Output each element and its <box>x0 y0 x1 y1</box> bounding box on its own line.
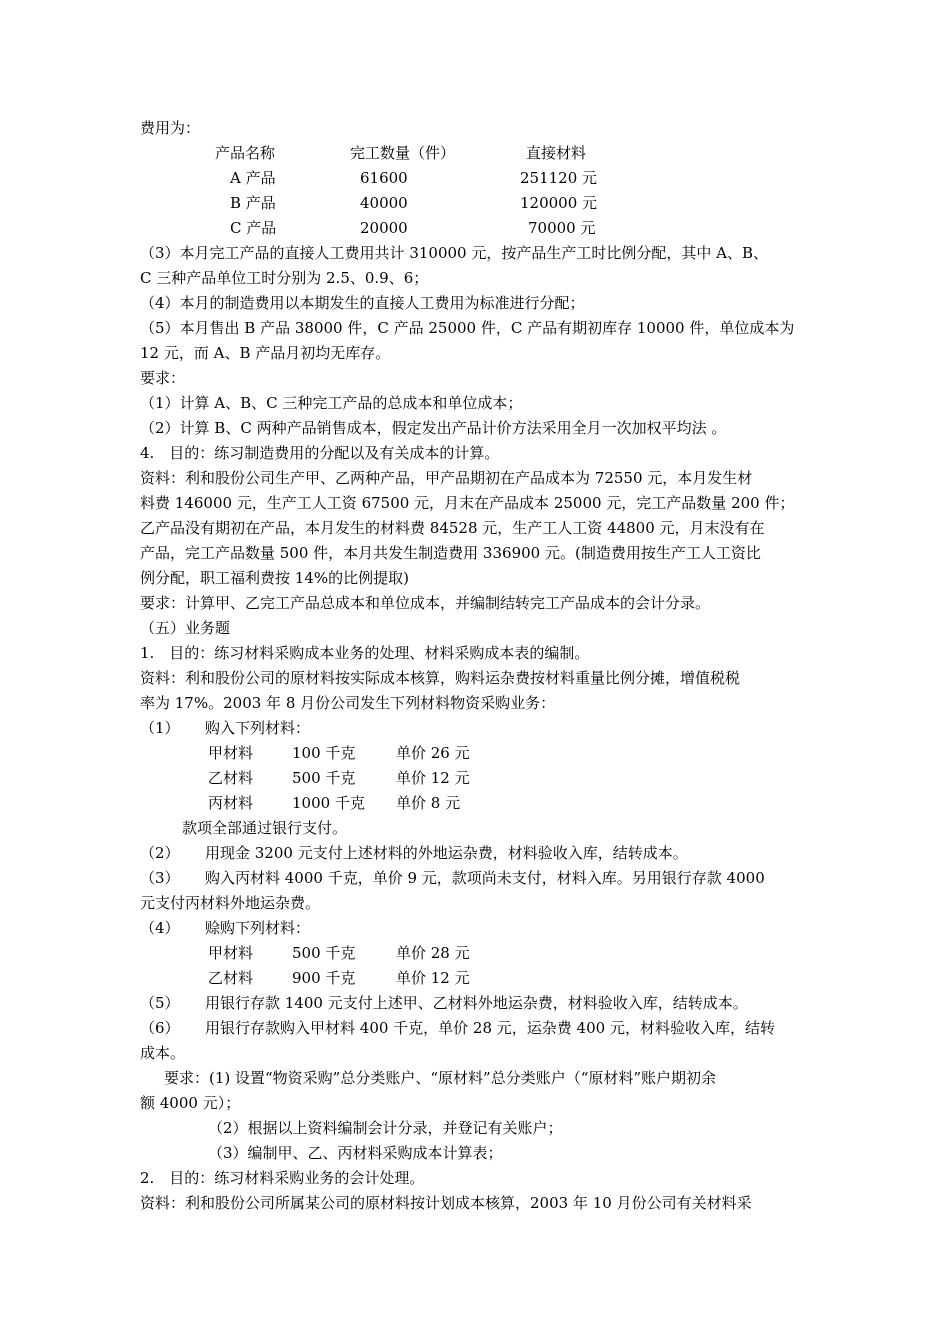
paragraph-line: 料费 146000 元，生产工人工资 67500 元，月末在产品成本 25000 元，完工产品数量 200 件； <box>140 494 795 512</box>
material-name: 丙材料 <box>208 794 254 812</box>
table1-header-qty: 完工数量（件） <box>350 144 456 162</box>
material-name: 甲材料 <box>208 944 254 962</box>
table1-row-c-qty: 20000 <box>360 219 408 237</box>
item-number: （5） <box>140 994 180 1012</box>
table1-header-name: 产品名称 <box>215 144 276 162</box>
item-text: 用银行存款 1400 元支付上述甲、乙材料外地运杂费，材料验收入库，结转成本。 <box>205 994 748 1012</box>
intro-line: 费用为： <box>140 119 201 137</box>
item-text: 购入下列材料： <box>205 719 311 737</box>
material-price: 单价 12 元 <box>396 969 470 987</box>
material-qty: 500 千克 <box>292 944 356 962</box>
requirement-line: 额 4000 元）； <box>140 1094 241 1112</box>
requirement-line: 要求：(1) 设置“物资采购”总分类账户、“原材料”总分类账户（“原材料”账户期初余 <box>164 1069 717 1087</box>
material-price: 单价 28 元 <box>396 944 470 962</box>
table1-row-a-name: A 产品 <box>230 169 276 187</box>
paragraph-line: 要求： <box>140 369 186 387</box>
paragraph-line: 1. 目的：练习材料采购成本业务的处理、材料采购成本表的编制。 <box>140 644 590 662</box>
table1-row-b-qty: 40000 <box>360 194 408 212</box>
material-price: 单价 8 元 <box>396 794 461 812</box>
item-text: 用银行存款购入甲材料 400 千克，单价 28 元，运杂费 400 元，材料验收入库，结转 <box>205 1019 775 1037</box>
paragraph-line: 例分配，职工福利费按 14%的比例提取) <box>140 569 409 587</box>
paragraph-line: 要求：计算甲、乙完工产品总成本和单位成本，并编制结转完工产品成本的会计分录。 <box>140 594 711 612</box>
paragraph-line: （1）计算 A、B、C 三种完工产品的总成本和单位成本； <box>140 394 523 412</box>
table1-row-b-name: B 产品 <box>230 194 276 212</box>
paragraph-line: 资料：利和股份公司所属某公司的原材料按计划成本核算，2003 年 10 月份公司有关材料采 <box>140 1194 752 1212</box>
paragraph-line: （2）计算 B、C 两种产品销售成本，假定发出产品计价方法采用全月一次加权平均法 。 <box>140 419 727 437</box>
item-text-continued: 元支付丙材料外地运杂费。 <box>140 894 321 912</box>
item-text: 购入丙材料 4000 千克，单价 9 元，款项尚未支付，材料入库。另用银行存款 4000 <box>205 869 765 887</box>
item-number: （4） <box>140 919 180 937</box>
material-qty: 500 千克 <box>292 769 356 787</box>
material-qty: 900 千克 <box>292 969 356 987</box>
table1-row-c-material: 70000 元 <box>528 219 596 237</box>
material-name: 甲材料 <box>208 744 254 762</box>
item-text: 用现金 3200 元支付上述材料的外地运杂费，材料验收入库，结转成本。 <box>205 844 688 862</box>
material-name: 乙材料 <box>208 969 254 987</box>
payment-note: 款项全部通过银行支付。 <box>182 819 348 837</box>
material-price: 单价 26 元 <box>396 744 470 762</box>
section-heading: （五）业务题 <box>140 619 231 637</box>
paragraph-line: 2. 目的：练习材料采购业务的会计处理。 <box>140 1169 425 1187</box>
table1-row-c-name: C 产品 <box>230 219 277 237</box>
paragraph-line: （4）本月的制造费用以本期发生的直接人工费用为标准进行分配； <box>140 294 585 312</box>
paragraph-line: 产品，完工产品数量 500 件，本月共发生制造费用 336900 元。(制造费用按生产工人工资比 <box>140 544 761 562</box>
item-text: 赊购下列材料： <box>205 919 311 937</box>
item-number: （1） <box>140 719 180 737</box>
paragraph-line: 乙产品没有期初在产品，本月发生的材料费 84528 元，生产工人工资 44800 元，月末没有在 <box>140 519 765 537</box>
requirement-line: （3）编制甲、乙、丙材料采购成本计算表； <box>208 1144 503 1162</box>
paragraph-line: 资料：利和股份公司生产甲、乙两种产品，甲产品期初在产品成本为 72550 元，本月发生材 <box>140 469 753 487</box>
item-number: （6） <box>140 1019 180 1037</box>
table1-row-a-qty: 61600 <box>360 169 408 187</box>
material-qty: 100 千克 <box>292 744 356 762</box>
item-number: （3） <box>140 869 180 887</box>
item-text-continued: 成本。 <box>140 1044 186 1062</box>
paragraph-line: C 三种产品单位工时分别为 2.5、0.9、6； <box>140 269 429 287</box>
table1-header-material: 直接材料 <box>526 144 587 162</box>
table1-row-b-material: 120000 元 <box>520 194 598 212</box>
paragraph-line: 率为 17%。2003 年 8 月份公司发生下列材料物资采购业务： <box>140 694 556 712</box>
table1-row-a-material: 251120 元 <box>520 169 598 187</box>
item-number: （2） <box>140 844 180 862</box>
material-name: 乙材料 <box>208 769 254 787</box>
paragraph-line: （5）本月售出 B 产品 38000 件，C 产品 25000 件，C 产品有期初库存 10000 件，单位成本为 <box>140 319 795 337</box>
paragraph-line: 12 元，而 A、B 产品月初均无库存。 <box>140 344 391 362</box>
requirement-line: （2）根据以上资料编制会计分录，并登记有关账户； <box>208 1119 563 1137</box>
material-qty: 1000 千克 <box>292 794 365 812</box>
material-price: 单价 12 元 <box>396 769 470 787</box>
paragraph-line: 4. 目的：练习制造费用的分配以及有关成本的计算。 <box>140 444 500 462</box>
paragraph-line: （3）本月完工产品的直接人工费用共计 310000 元，按产品生产工时比例分配，其中 A、B、 <box>140 244 768 262</box>
paragraph-line: 资料：利和股份公司的原材料按实际成本核算，购料运杂费按材料重量比例分摊，增值税税 <box>140 669 741 687</box>
